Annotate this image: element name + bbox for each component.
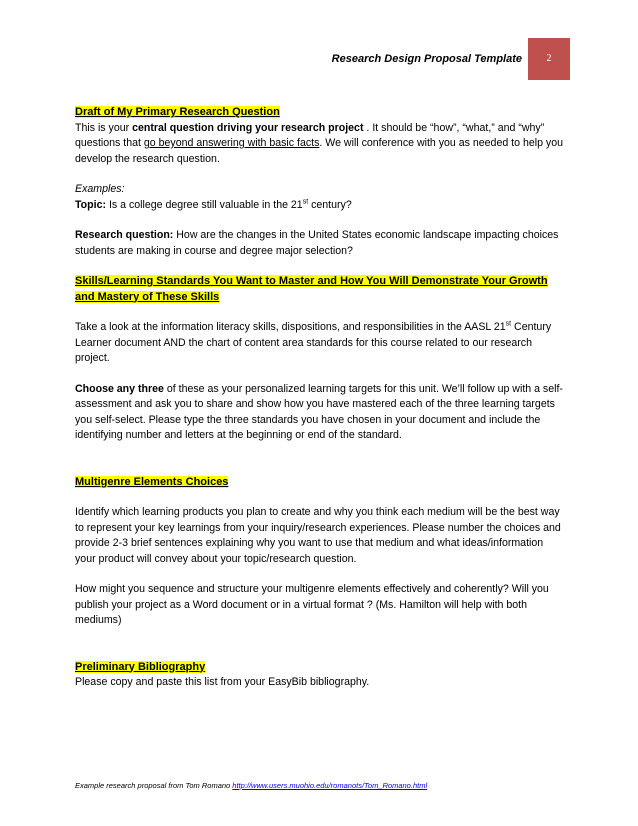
examples-label: Examples: [75, 183, 125, 195]
example-research-question: Research question: How are the changes in the United States economic landscape impacting choices students are making in course and degree major selection? [75, 229, 559, 257]
bibliography-paragraph: Please copy and paste this list from your EasyBib bibliography. [75, 676, 370, 688]
example-topic: Topic: Is a college degree still valuable in the 21st century? [75, 197, 352, 211]
section-multigenre [75, 475, 565, 629]
section-heading-skills-standards: Skills/Learning Standards You Want to Master and How You Will Demonstrate Your Growth and Mastery of These Skills [75, 275, 548, 303]
section-heading-multigenre: Multigenre Elements Choices [75, 475, 229, 488]
section-skills-standards [75, 274, 565, 444]
document-body [75, 105, 565, 691]
section-heading-research-question: Draft of My Primary Research Question [75, 106, 280, 118]
page-number-badge: 2 [528, 38, 570, 80]
footer-text: Example research proposal from Tom Romano [75, 781, 233, 790]
research-question-intro: This is your central question driving your research project . It should be “how”, “what,” and “why” questions that go beyond answering with basic facts. We will conference with you as needed to help you develop the research question. [75, 121, 564, 165]
section-heading-bibliography: Preliminary Bibliography [75, 660, 206, 673]
header-title: Research Design Proposal Template [331, 53, 522, 65]
multigenre-paragraph-2: How might you sequence and structure your multigenre elements effectively and coherently? Will you publish your project as a Word document or in a virtual format ? (Ms. Hamilton will help with both mediums) [75, 583, 549, 626]
page-footer [75, 778, 427, 794]
section-bibliography [75, 660, 565, 691]
multigenre-paragraph-1: Identify which learning products you plan to create and why you think each medium will be the best way to represent your key learnings from your inquiry/research experiences. Please number the choices and provide 2-3 brief sentences explaining why you want to use that medium and what ideas/information your product will convey about your topic/research question. [75, 506, 561, 565]
section-research-question [75, 105, 565, 259]
skills-paragraph-2: Choose any three of these as your personalized learning targets for this unit. We’ll follow up with a self-assessment and ask you to share and show how you have mastered each of the three learning targets you self-select. Please type the three standards you have chosen in your document and include the identifying number and letters at the beginning or end of the standard. [75, 382, 563, 441]
footer-link[interactable]: http://www.users.muohio.edu/romanots/Tom_Romano.html [232, 781, 428, 790]
skills-paragraph-1: Take a look at the information literacy skills, dispositions, and responsibilities in the AASL 21st Century Learner document AND the chart of content area standards for this course related to our research project. [75, 320, 552, 364]
